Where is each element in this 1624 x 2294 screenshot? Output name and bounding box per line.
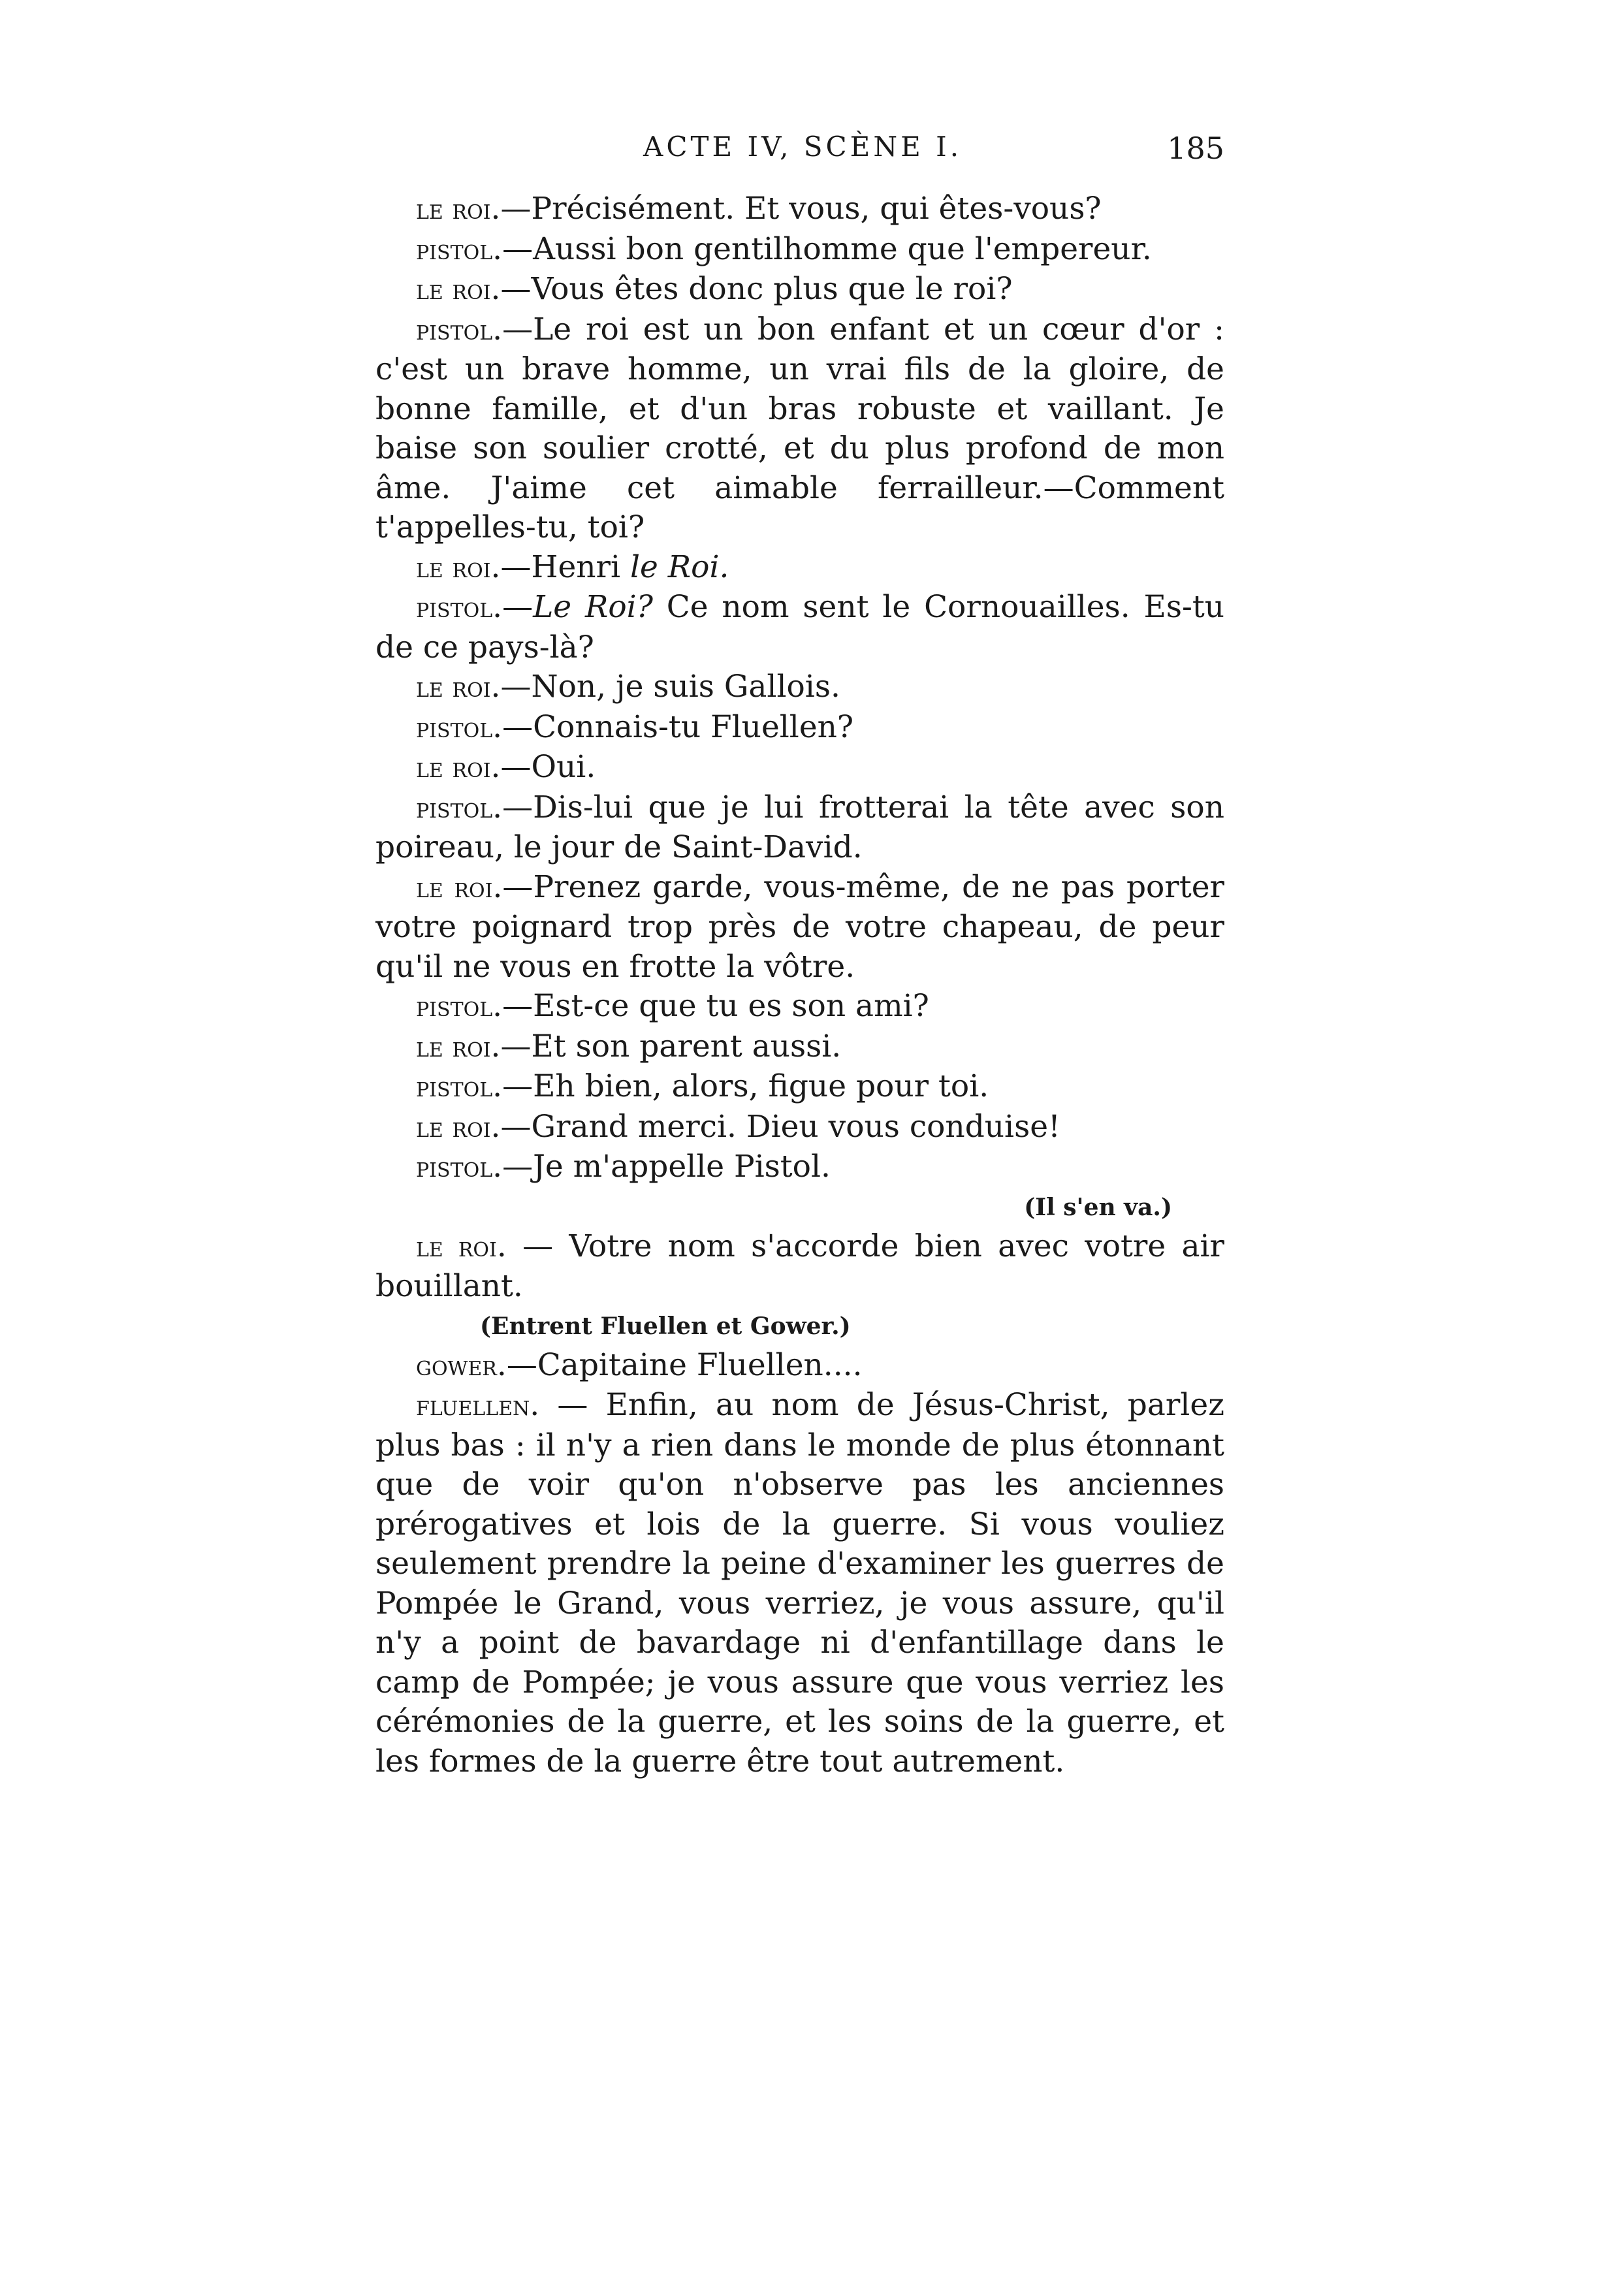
speech-pistol-4 [375, 708, 1224, 748]
speech-pistol-2 [375, 310, 1224, 548]
speech-roi-4 [375, 667, 1224, 708]
speech-separator: . — [496, 1228, 569, 1264]
speaker-name: le roi [416, 1230, 497, 1264]
speaker-name: pistol [416, 991, 493, 1023]
speech-separator: .— [492, 988, 533, 1024]
speech-text: Grand merci. Dieu vous conduise! [531, 1108, 1060, 1145]
speech-text: Ce nom sent le Cornouailles. Es-tu de ce pays-là? [375, 589, 1224, 665]
speech-separator: .— [492, 1149, 533, 1185]
speaker-name: le roi [416, 274, 491, 306]
speech-text: Eh bien, alors, figue pour toi. [533, 1068, 989, 1104]
speech-separator: .— [492, 709, 533, 745]
speech-text: Capitaine Fluellen.... [537, 1346, 863, 1383]
speech-text: Et son parent aussi. [531, 1028, 842, 1064]
speaker-name: pistol [416, 313, 493, 347]
speaker-name: pistol [416, 233, 493, 266]
speech-separator: .— [490, 749, 532, 785]
speech-text-italic: le Roi. [630, 549, 729, 585]
speech-pistol-5 [375, 788, 1224, 868]
speech-separator: .— [490, 271, 532, 307]
speech-separator: .— [492, 1068, 533, 1104]
speaker-name: le roi [416, 551, 491, 584]
speaker-name: le roi [416, 752, 491, 784]
speech-gower-1 [375, 1346, 1224, 1386]
speaker-name: pistol [416, 711, 493, 744]
speech-separator: .— [492, 311, 533, 347]
speech-text: Dis-lui que je lui frotterai la tête avec son poireau, le jour de Saint-David. [375, 789, 1224, 865]
speech-text: Je m'appelle Pistol. [533, 1149, 831, 1185]
speech-roi-7 [375, 1027, 1224, 1068]
speaker-name: le roi [416, 671, 491, 704]
speech-text: Précisément. Et vous, qui êtes-vous? [531, 191, 1102, 227]
speech-separator: .— [490, 669, 532, 705]
speech-roi-3 [375, 548, 1224, 588]
speech-text: Connais-tu Fluellen? [533, 709, 854, 745]
text-body [375, 189, 1224, 1781]
stage-direction-enter: (Entrent Fluellen et Gower.) [480, 1312, 851, 1340]
speech-text: Le roi est un bon enfant et un cœur d'or : c'est un brave homme, un vrai fils de la gloire, de bonne famille, et d'un bras robuste et vaillant. Je baise son soulier crotté, et du plus profond de mon âme. J'aime cet aimable ferrailleur.—Comment t'appelles-tu, toi? [375, 311, 1224, 545]
speech-text: Est-ce que tu es son ami? [533, 988, 929, 1024]
speech-text: Enfin, au nom de Jésus-Christ, parlez plus bas : il n'y a rien dans le monde de plus étonnant que de voir qu'on n'observe pas les anciennes prérogatives et lois de la guerre. Si vous vouliez seulement prendre la peine d'examiner les guerres de Pompée le Grand, vous verriez, je vous assure, qu'il n'y a point de bavardage ni d'enfantillage dans le camp de Pompée; je vous assure que vous verriez les cérémonies de la guerre, et les soins de la guerre, et les formes de la guerre être tout autrement. [375, 1387, 1224, 1779]
speaker-name: le roi [416, 1111, 491, 1144]
speech-text: Votre nom s'accorde bien avec votre air bouillant. [375, 1228, 1224, 1304]
speech-separator: .— [490, 549, 532, 585]
speech-separator: .— [492, 868, 533, 905]
speaker-name: le roi [416, 193, 491, 226]
speech-pistol-6 [375, 987, 1224, 1027]
speech-separator: .— [490, 1028, 532, 1064]
speech-fluellen-1 [375, 1386, 1224, 1781]
speaker-name: gower [416, 1349, 497, 1382]
speech-roi-2 [375, 270, 1224, 310]
speaker-name: pistol [416, 1151, 493, 1184]
speech-separator: .— [496, 1346, 537, 1383]
stage-direction-exit: (Il s'en va.) [1024, 1193, 1172, 1221]
speech-pistol-1 [375, 230, 1224, 270]
speech-text: Vous êtes donc plus que le roi? [531, 271, 1013, 307]
speech-roi-1 [375, 189, 1224, 230]
speech-roi-8 [375, 1107, 1224, 1148]
speaker-name: pistol [416, 592, 493, 624]
page-header [375, 131, 1224, 176]
speech-text-italic: Le Roi? [533, 589, 653, 625]
speaker-name: pistol [416, 1071, 493, 1104]
speech-separator: .— [490, 191, 532, 227]
speech-roi-6 [375, 868, 1224, 987]
speech-roi-5 [375, 748, 1224, 788]
speech-text: Prenez garde, vous-même, de ne pas porter votre poignard trop près de votre chapeau, de peur qu'il ne vous en frotte la vôtre. [375, 868, 1224, 985]
speech-separator: .— [492, 589, 533, 625]
speech-separator: .— [490, 1108, 532, 1145]
speech-separator: . — [530, 1387, 606, 1423]
speech-text: Oui. [531, 749, 596, 785]
speech-pistol-7 [375, 1067, 1224, 1107]
speech-separator: .— [492, 231, 533, 267]
speech-pistol-3 [375, 588, 1224, 667]
speech-roi-9 [375, 1227, 1224, 1307]
speech-separator: .— [492, 789, 533, 825]
page-number: 185 [1167, 131, 1224, 166]
speaker-name: le roi [416, 1030, 491, 1064]
speech-pistol-8 [375, 1147, 1224, 1188]
speech-text: Henri [531, 549, 630, 585]
speaker-name: fluellen [416, 1390, 530, 1422]
speech-text: Non, je suis Gallois. [531, 669, 840, 705]
running-head: ACTE IV, SCÈNE I. [643, 131, 963, 163]
speech-text: Aussi bon gentilhomme que l'empereur. [533, 231, 1152, 267]
speaker-name: le roi [416, 871, 493, 904]
speaker-name: pistol [416, 791, 493, 825]
